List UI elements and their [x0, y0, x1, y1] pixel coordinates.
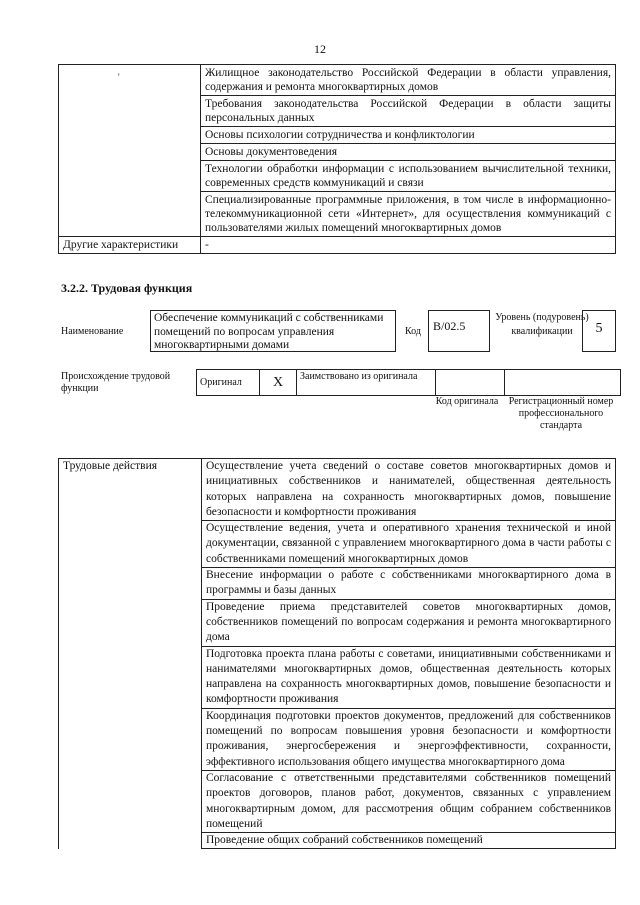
labor-action-item: Внесение информации о работе с собственниками многоквартирного дома в программы и базы данных: [202, 568, 616, 600]
labor-action-item: Подготовка проекта плана работы с советами, инициативными собственниками и нанимателями многоквартирных домов, общественная деятельность которых направлена на сохранность многоквартирных домов, повышение безопасности и комфортности проживания: [202, 646, 616, 708]
original-mark: X: [260, 370, 297, 396]
labor-action-item: Согласование с ответственными представителями собственников помещений проектов договоров, планов работ, документов, связанных с управлением многоквартирным домом, для рассмотрения общим собранием собственников помещений: [202, 770, 616, 832]
other-characteristics-value: -: [201, 237, 616, 254]
function-code-box: B/02.5: [428, 310, 490, 352]
labor-actions-table: [58, 458, 616, 849]
labor-action-item: Осуществление учета сведений о составе советов многоквартирных домов и инициативных собственников и нанимателей, общественная деятельность которых направлена на сохранность многоквартирных домов, повышение безопасности и комфортности проживания: [202, 459, 616, 521]
table-cell: Основы психологии сотрудничества и конфликтологии: [201, 127, 616, 144]
table-cell: Технологии обработки информации с использованием вычислительной техники, современных средств коммуникаций и связи: [201, 161, 616, 192]
table-cell: Требования законодательства Российской Федерации в области защиты персональных данных: [201, 96, 616, 127]
table-row: [59, 459, 616, 521]
other-characteristics-label: Другие характеристики: [59, 237, 201, 254]
table-cell: Специализированные программные приложения, в том числе в информационно-телекоммуникационной сети «Интернет», для осуществления коммуникаций с пользователями жилых помещений многоквартирных домов: [201, 192, 616, 237]
labor-action-item: Проведение приема представителей советов многоквартирных домов, собственников помещений по вопросам содержания и ремонта многоквартирного дома: [202, 599, 616, 646]
original-label: Оригинал: [197, 370, 260, 396]
labor-action-item: Осуществление ведения, учета и оперативного хранения технической и иной документации, связанной с управлением многоквартирного дома в части работы с собственниками помещений многоквартирных домов: [202, 521, 616, 568]
qualification-level-label: Уровень (подуровень) квалификации: [495, 312, 589, 337]
original-code-caption: Код оригинала: [435, 396, 499, 407]
registration-number-caption: Регистрационный номер профессионального стандарта: [508, 396, 614, 431]
borrowed-label: Заимствовано из оригинала: [297, 370, 436, 396]
labor-action-item: Проведение общих собраний собственников помещений: [202, 833, 616, 849]
function-code-label: Код: [405, 326, 421, 337]
page-number: 12: [314, 42, 326, 56]
section-title: 3.2.2. Трудовая функция: [61, 281, 193, 295]
qualification-level-box: 5: [582, 310, 616, 352]
table-cell: Основы документоведения: [201, 144, 616, 161]
labor-action-item: Координация подготовки проектов документов, предложений для собственников помещений по вопросам повышения уровня безопасности и комфортности проживания, энергосбережения и энергоэффективности, сохранности, эффективного использования общего имущества многоквартирного дома: [202, 708, 616, 770]
table-cell: Жилищное законодательство Российской Федерации в области управления, содержания и ремонта многоквартирных домов: [201, 65, 616, 96]
labor-actions-label: Трудовые действия: [59, 459, 202, 849]
function-name-box: Обеспечение коммуникаций с собственниками помещений по вопросам управления многоквартирными домами: [150, 310, 396, 352]
scan-mark: ': [118, 72, 120, 82]
origin-label: Происхождение трудовой функции: [61, 371, 171, 394]
function-name-label: Наименование: [61, 326, 124, 337]
